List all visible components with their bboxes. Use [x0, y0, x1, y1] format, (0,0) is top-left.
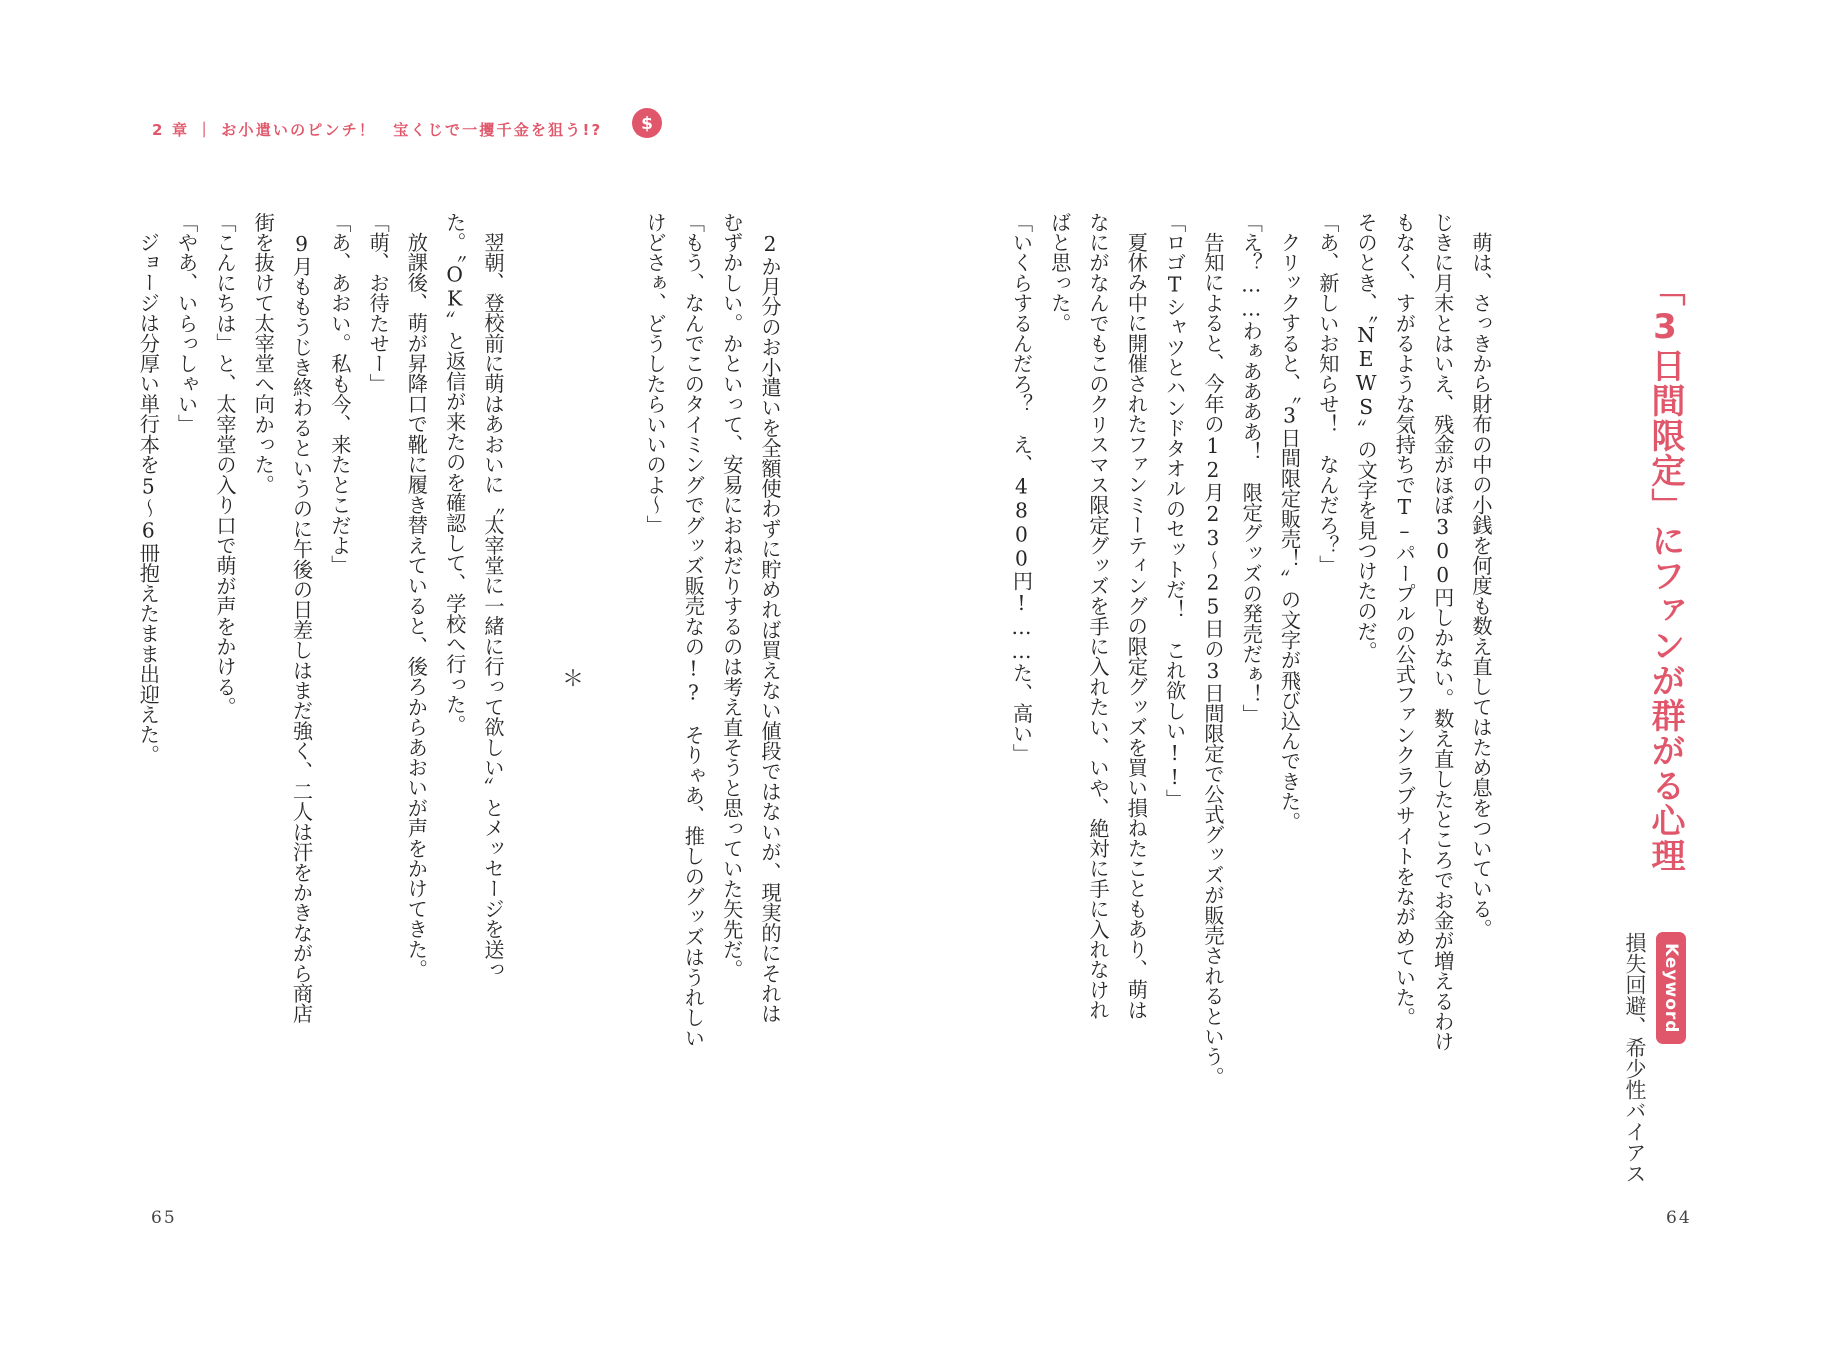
keyword-text: 損失回避、希少性バイアス — [1623, 932, 1647, 1184]
body-line: 「いくらするんだろ？ え、4800円!……た、高い」 — [1009, 212, 1034, 764]
body-line: 「やあ、いらっしゃい」 — [174, 212, 199, 435]
body-line: 放課後、萌が昇降口で靴に履き替えていると、後ろからあおいが声をかけてきた。 — [404, 232, 429, 980]
svg-text:$: $ — [641, 114, 653, 134]
right-page-body — [1002, 212, 1500, 1232]
body-line: 夏休み中に開催されたファンミーティングの限定グッズを買い損ねたこともあり、萌は — [1124, 232, 1149, 1020]
body-line: 翌朝、登校前に萌はあおいに〝太宰堂に一緒に行って欲しい〟とメッセージを送っ — [481, 232, 505, 980]
body-line: もなく、すがるような気持ちでT–パープルの公式ファンクラブサイトをながめていた。 — [1392, 212, 1417, 1028]
body-line: むずかしい。かといって、安易におねだりするのは考え直そうと思っていた矢先だ。 — [719, 212, 744, 980]
body-line: ばと思った。 — [1047, 212, 1072, 334]
body-line: けどさぁ、どうしたらいいのよ〜」 — [643, 212, 668, 536]
body-line: 「萌、お待たせー」 — [366, 212, 391, 394]
body-line: 告知によると、今年の12月23〜25日の3日間限定で公式グッズが販売されるという。 — [1200, 232, 1225, 1087]
keyword-badge: Keyword — [1656, 932, 1686, 1044]
chapter-title: 2 章 ｜ お小遣いのピンチ！ 宝くじで一攫千金を狙う!? — [152, 120, 603, 139]
running-header — [152, 112, 602, 146]
body-line: ジョージは分厚い単行本を5〜6冊抱えたまま出迎えた。 — [136, 232, 161, 765]
body-line: 「あ、新しいお知らせ！ なんだろ？」 — [1315, 212, 1340, 576]
body-line: 萌は、さっきから財布の中の小銭を何度も数え直してはため息をついている。 — [1469, 232, 1493, 940]
body-line: 「もう、なんでこのタイミングでグッズ販売なの!? そりゃあ、推しのグッズはうれしい — [681, 212, 706, 1048]
body-line: そのとき、〝NEWS〟の文字を見つけたのだ。 — [1354, 212, 1379, 662]
page-number-left: 65 — [151, 1208, 177, 1228]
page-number-right: 64 — [1666, 1208, 1692, 1228]
body-line: なにがなんでもこのクリスマス限定グッズを手に入れたい、いや、絶対に手に入れなけれ — [1086, 212, 1111, 1020]
body-line: 「ロゴTシャツとハンドタオルのセットだ！ これ欲しい!!」 — [1162, 212, 1187, 810]
body-line: 2か月分のお小遣いを全額使わずに貯めれば買えない値段ではないが、現実的にそれは — [758, 232, 782, 1024]
left-page-body-a — [636, 212, 789, 1232]
section-heading: 「3日間限定」にファンが群がる心理 — [1645, 272, 1685, 873]
left-page-body-b — [129, 212, 512, 1232]
body-line: じきに月末とはいえ、残金がほぼ300円しかない。数え直したところでお金が増えるわけ — [1430, 212, 1455, 1052]
body-line: 9月ももうじき終わるというのに午後の日差しはまだ強く、二人は汗をかきながら商店 — [289, 232, 314, 1024]
body-line: 「こんにちは」と、太宰堂の入り口で萌が声をかける。 — [212, 212, 237, 718]
body-line: 街を抜けて太宰堂へ向かった。 — [251, 212, 276, 495]
coin-dollar-icon — [630, 106, 664, 140]
scene-separator: ＊ — [562, 667, 585, 692]
body-line: た。〝OK〟と返信が来たのを確認して、学校へ行った。 — [442, 212, 467, 735]
body-line: クリックすると、〝3日間限定販売！〟の文字が飛び込んできた。 — [1277, 232, 1302, 832]
body-line: 「あ、あおい。私も今、来たとこだよ」 — [327, 212, 352, 576]
body-line: 「え？……わぁああああ！ 限定グッズの発売だぁ！」 — [1239, 212, 1264, 725]
